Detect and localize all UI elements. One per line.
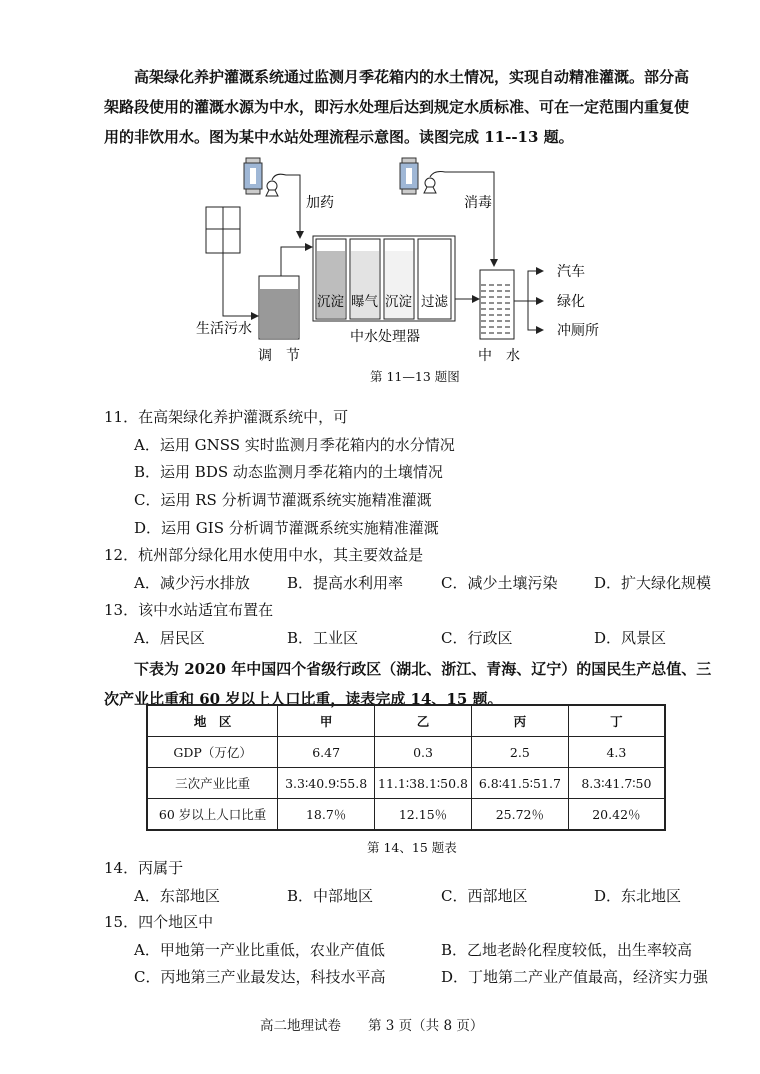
q14-option-a: A．东部地区 [134,887,220,905]
table-intro-line-1: 下表为 2020 年中国四个省级行政区（湖北、浙江、青海、辽宁）的国民生产总值、三 [134,660,712,678]
table-row [147,768,665,799]
stage-3-label: 沉淀 [385,294,412,310]
table-caption: 第 14、15 题表 [367,840,457,855]
pump-icon-2 [424,178,436,193]
q14-option-d: D．东北地区 [594,887,682,905]
add-chem-label: 加药 [306,195,334,211]
q14-option-b: B．中部地区 [287,887,374,905]
table-cell: 三次产业比重 [147,768,278,799]
q15-option-c: C．丙地第三产业最发达，科技水平高 [134,968,386,986]
table-cell: 11.1∶38.1∶50.8 [375,768,472,799]
q12-option-b: B．提高水利用率 [287,574,404,592]
q13-option-d: D．风景区 [594,629,667,647]
table-cell: 0.3 [375,737,472,768]
table-header-cell: 地 区 [147,705,278,737]
table-cell: 3.3∶40.9∶55.8 [278,768,375,799]
table-cell: 8.3∶41.7∶50 [568,768,665,799]
q12-option-a: A．减少污水排放 [134,574,250,592]
q11-option-d: D．运用 GIS 分析调节灌溉系统实施精准灌溉 [134,519,439,537]
q11-option-a: A．运用 GNSS 实时监测月季花箱内的水分情况 [134,436,455,454]
q12-option-c: C．减少土壤污染 [441,574,558,592]
q12-option-d: D．扩大绿化规模 [594,574,712,592]
table-cell: 6.47 [278,737,375,768]
diagram-caption: 第 11—13 题图 [370,369,460,384]
regulating-tank [259,276,299,339]
table-header-cell: 乙 [375,705,472,737]
q11-option-c: C．运用 RS 分析调节灌溉系统实施精准灌溉 [134,491,432,509]
table-cell: 2.5 [471,737,568,768]
q12-stem: 12．杭州部分绿化用水使用中水，其主要效益是 [104,546,424,564]
q15-option-d: D．丁地第二产业产值最高，经济实力强 [441,968,709,986]
q15-option-a: A．甲地第一产业比重低，农业产值低 [134,941,385,959]
intro-line-3: 用的非饮用水。图为某中水站处理流程示意图。读图完成 11--13 题。 [104,128,574,146]
processor-label: 中水处理器 [350,329,420,345]
q14-option-c: C．西部地区 [441,887,528,905]
stage-2-label: 曝气 [351,294,378,310]
q11-stem: 11．在高架绿化养护灌溉系统中，可 [104,408,349,426]
building-window-icon [206,207,240,253]
table-header-cell: 甲 [278,705,375,737]
page-footer: 高二地理试卷 第 3 页（共 8 页） [260,1018,484,1034]
reclaimed-label: 中 水 [478,348,520,364]
use-car-label: 汽车 [557,264,585,280]
q14-stem: 14．丙属于 [104,859,184,877]
table-header-row [147,705,665,737]
use-toilet-label: 冲厕所 [557,323,599,339]
intro-line-2: 架路段使用的灌溉水源为中水，即污水处理后达到规定水质标准、可在一定范围内重复使 [104,98,690,116]
reclaimed-water-tank [480,270,514,339]
q15-stem: 15．四个地区中 [104,913,214,931]
q13-option-c: C．行政区 [441,629,513,647]
table-header-cell: 丁 [568,705,665,737]
table-cell: 60 岁以上人口比重 [147,799,278,831]
table-cell: 4.3 [568,737,665,768]
table-cell: 18.7％ [278,799,375,831]
dosing-tank-icon [244,158,262,194]
table-intro-line-2: 次产业比重和 60 岁以上人口比重，读表完成 14、15 题。 [104,690,503,708]
stage-4-label: 过滤 [421,294,448,310]
disinfect-label: 消毒 [464,195,492,211]
sewage-label: 生活污水 [196,321,252,337]
table-cell: 20.42％ [568,799,665,831]
stage-1-label: 沉淀 [317,294,344,310]
pump-icon [266,181,278,196]
data-table [146,704,666,831]
disinfect-tank-icon [400,158,418,194]
q13-option-b: B．工业区 [287,629,359,647]
table-cell: 12.15％ [375,799,472,831]
intro-line-1: 高架绿化养护灌溉系统通过监测月季花箱内的水土情况，实现自动精准灌溉。部分高 [134,68,690,86]
q15-option-b: B．乙地老龄化程度较低，出生率较高 [441,941,693,959]
q11-option-b: B．运用 BDS 动态监测月季花箱内的土壤情况 [134,463,443,481]
table-row [147,799,665,831]
table-header-cell: 丙 [471,705,568,737]
table-cell: 25.72％ [471,799,568,831]
table-row [147,737,665,768]
use-green-label: 绿化 [557,294,585,310]
q13-option-a: A．居民区 [134,629,205,647]
table-cell: 6.8∶41.5∶51.7 [471,768,568,799]
regulate-label: 调 节 [258,348,300,364]
q13-stem: 13．该中水站适宜布置在 [104,601,274,619]
water-treatment-diagram [0,0,760,400]
table-cell: GDP（万亿） [147,737,278,768]
